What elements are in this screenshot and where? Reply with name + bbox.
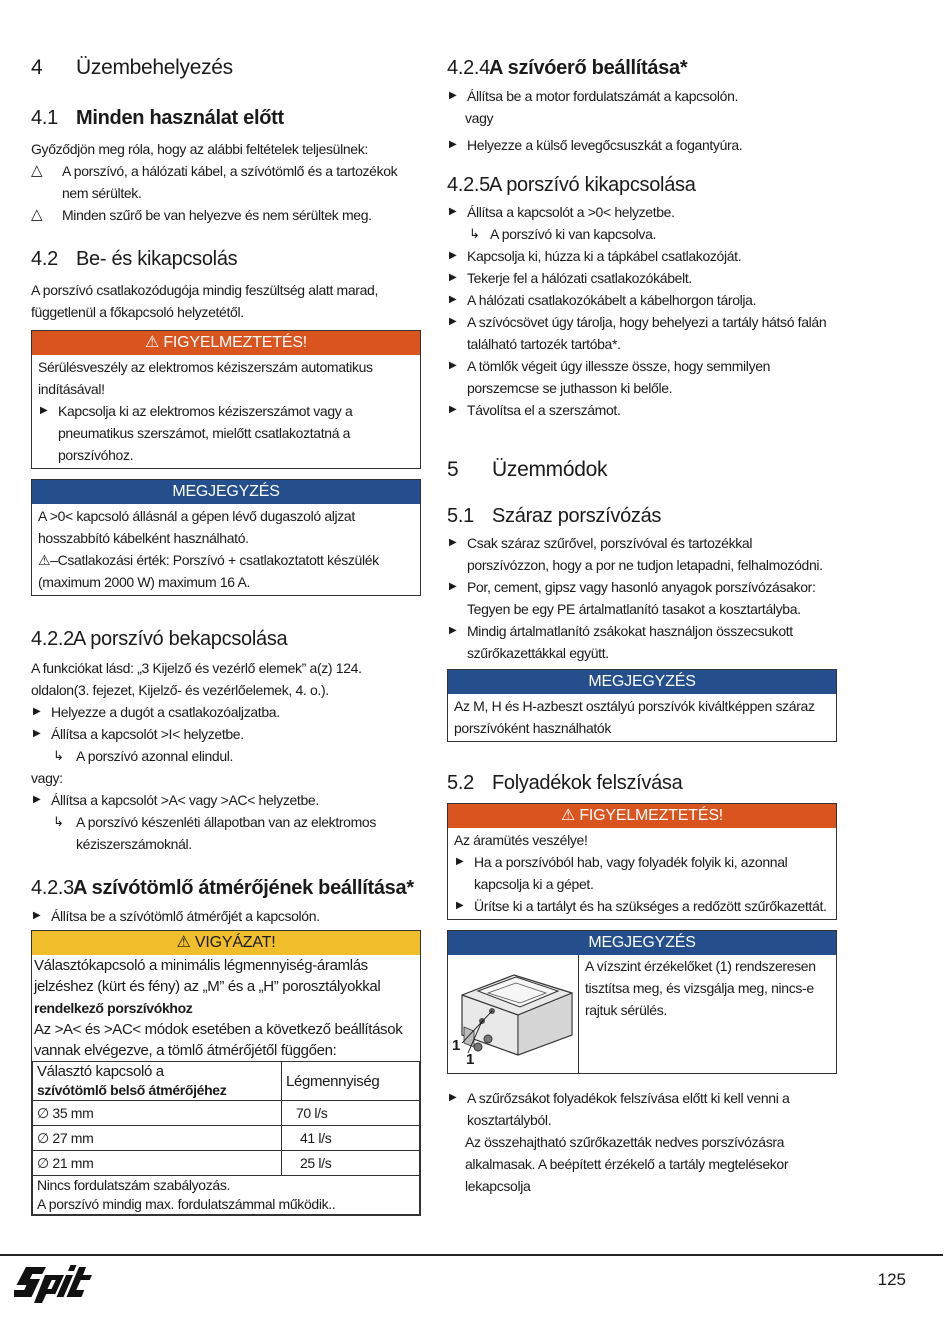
- note-box: MEGJEGYZÉS A >0< kapcsoló állásnál a gépen lévő dugaszoló aljzat hosszabbító kábelként használható. ⚠–Csatlakozási érték: Porszívó + csatlakoztatott készülék (maximum 2000 W) maximum 16 A.: [31, 479, 421, 596]
- arrow-bullet-icon: ▶: [449, 250, 457, 261]
- callout-label: 1: [452, 1037, 461, 1054]
- arrow-bullet-icon: ▶: [449, 360, 457, 371]
- airflow-table: [32, 1061, 420, 1215]
- section-heading-4-2-5: 4.2.5 A porszívó kikapcsolása: [447, 174, 696, 196]
- arrow-bullet-icon: ▶: [33, 910, 41, 921]
- arrow-bullet-icon: ▶: [449, 206, 457, 217]
- list-item: ▶ Helyezze a dugót a csatlakozóaljzatba.: [31, 701, 421, 723]
- table-header-row: Választó kapcsoló a szívótömlő belső átmérőjéhez Légmennyiség: [33, 1062, 420, 1101]
- arrow-bullet-icon: ▶: [33, 794, 41, 805]
- caution-box-header: ⚠ VIGYÁZAT!: [32, 931, 420, 955]
- section-heading-4-2-3: 4.2.3 A szívótömlő átmérőjének beállítása*: [31, 877, 414, 899]
- result-arrow-icon: ↳: [53, 814, 64, 829]
- list-item: △ Minden szűrő be van helyezve és nem sérültek meg.: [31, 204, 421, 226]
- arrow-bullet-icon: ▶: [449, 316, 457, 327]
- list-item: ▶ Állítsa a kapcsolót >A< vagy >AC< helyzetbe.: [31, 789, 421, 811]
- page-number: 125: [877, 1270, 906, 1289]
- list-item: ▶ Ha a porszívóból hab, vagy folyadék folyik ki, azonnal kapcsolja ki a gépet.: [454, 851, 830, 895]
- arrow-bullet-icon: ▶: [40, 405, 48, 416]
- table-row: ∅ 35 mm 70 l/s: [33, 1101, 420, 1126]
- result-arrow-icon: ↳: [469, 226, 480, 241]
- s41-intro: Győződjön meg róla, hogy az alábbi feltételek teljesülnek:: [31, 141, 368, 157]
- arrow-bullet-icon: ▶: [449, 294, 457, 305]
- arrow-bullet-icon: ▶: [449, 1092, 457, 1103]
- section-heading-5: 5 Üzemmódok: [447, 458, 608, 481]
- footer-divider: [0, 1254, 943, 1256]
- warning-box-header: ⚠ FIGYELMEZTETÉS!: [32, 331, 420, 355]
- list-item: ▶ Állítsa a kapcsolót >I< helyzetbe.: [31, 723, 421, 745]
- note-box-header: MEGJEGYZÉS: [32, 480, 420, 504]
- section-heading-4-2: 4.2 Be- és kikapcsolás: [31, 248, 238, 270]
- section-heading-4-1: 4.1 Minden használat előtt: [31, 107, 284, 129]
- note-box-header: MEGJEGYZÉS: [448, 670, 836, 694]
- triangle-icon: △: [31, 206, 43, 223]
- arrow-bullet-icon: ▶: [33, 706, 41, 717]
- list-item: ▶ Ürítse ki a tartályt és ha szükséges a redőzött szűrőkazettát.: [454, 895, 830, 917]
- warning-box: ⚠ FIGYELMEZTETÉS! Sérülésveszély az elektromos kéziszerszám automatikus indításával! ▶ Kapcsolja ki az elektromos kéziszerszámot vagy a pneumatikus szerszámot, mielőtt csatlakoztatná a porszívóhoz.: [31, 330, 421, 469]
- list-item: ▶ Csak száraz szűrővel, porszívóval és tartozékkal porszívózzon, hogy a por ne tudjon letapadni, felhalmozódni.: [447, 532, 837, 576]
- note-box: MEGJEGYZÉS 1 1 A vízszint érzékelőket (1) rendszeresen tisztítsa meg, és vizsgálja meg, nincs-e rajtuk sérülés.: [447, 930, 837, 1074]
- list-item: ▶ Por, cement, gipsz vagy hasonló anyagok porszívózásakor: Tegyen be egy PE ártalmatlanító tasakot a kosztartályba.: [447, 576, 837, 620]
- arrow-bullet-icon: ▶: [456, 856, 464, 867]
- sensor-illustration: [448, 955, 579, 1073]
- list-item: ▶ Kapcsolja ki az elektromos kéziszerszámot vagy a pneumatikus szerszámot, mielőtt csatlakoztatná a porszívóhoz.: [38, 400, 414, 466]
- s422-text: A funkciókat lásd: „3 Kijelző és vezérlő elemek” a(z) 124. oldalon(3. fejezet, Kijelző- és vezérlőelemek, 4. o.).: [31, 660, 362, 698]
- note-box: MEGJEGYZÉS Az M, H és H-azbeszt osztályú porszívók kiváltképpen száraz porszívóként használhatók: [447, 669, 837, 742]
- list-item: ▶ Állítsa be a motor fordulatszámát a kapcsolón.: [447, 85, 837, 107]
- callout-label: 1: [466, 1051, 475, 1068]
- arrow-bullet-icon: ▶: [449, 272, 457, 283]
- list-item: ▶ Mindig ártalmatlanító zsákokat használjon összecsukott szűrőkazettákkal együtt.: [447, 620, 837, 664]
- arrow-bullet-icon: ▶: [449, 581, 457, 592]
- right-column: 4.2.4 A szívóerő beállítása* ▶ Állítsa be a motor fordulatszámát a kapcsolón. vagy ▶ Helyezze a külső levegőcsuszkát a fogantyúra. 4.2.5 A porszívó kikapcsolása ▶ Állítsa a kapcsolót a >0< helyzetbe. ↳ A porszívó ki van kapcsolva. ▶ Kapcsolja ki, húzza ki a tápkábel csatlakozóját. ▶ Tekerje fel a hálózati csatlakozókábelt. ▶ A hálózati csatlakozókábelt a kábelhorgon tárolja. ▶ A szívócsövet úgy tárolja, hogy behelyezi a tartály hátsó falán található tartozék tartóba*. ▶ A tömlők végeit úgy illessze össze, hogy semmilyen porszemcse se juthasson ki belőle. ▶ Távolítsa el a szerszámot. 5 Üzemmódok 5.1 Száraz porszívózás ▶ Csak száraz szűrővel, porszívóval és tartozékkal porszívózzon, hogy a por ne tudjon letapadni, felhalmozódni. ▶ Por, cement, gipsz vagy hasonló anyagok porszívózásakor: Tegyen be egy PE ártalmatlanító tasakot a kosztartályba. ▶ Mindig ártalmatlanító zsákokat használjon összecsukott szűrőkazettákkal együtt. MEGJEGYZÉS Az M, H és H-azbeszt osztályú porszívók kiváltképpen száraz porszívóként használhatók 5.2 Folyadékok felszívása ⚠ FIGYELMEZTETÉS! Az áramütés veszélye! ▶ Ha a porszívóból hab, vagy folyadék folyik ki, azonnal kapcsolja ki a gépet. ▶ Ürítse ki a tartályt és ha szükséges a redőzött szűrőkazettát. MEGJEGYZÉS 1 1 A vízszint érzékelőket (1) rendszeresen tisztítsa meg, és vizsgálja meg, nincs-e rajtuk sérülés. ▶ A szűrőzsákot folyadékok felszívása előtt ki kell venni a kosztartályból. Az összehajtható szűrőkazetták nedves porszívózásra alkalmasak. A beépített érzékelő a tartály megtelésekor lekapcsolja: [447, 52, 837, 1197]
- list-item: ▶ Állítsa a kapcsolót a >0< helyzetbe.: [447, 201, 837, 223]
- section-heading-4: 4 Üzembehelyezés: [31, 56, 233, 79]
- list-item: ▶ Távolítsa el a szerszámot.: [447, 399, 837, 421]
- warning-box: ⚠ FIGYELMEZTETÉS! Az áramütés veszélye! ▶ Ha a porszívóból hab, vagy folyadék folyik ki, azonnal kapcsolja ki a gépet. ▶ Ürítse ki a tartályt és ha szükséges a redőzött szűrőkazettát.: [447, 803, 837, 920]
- result-item: ↳ A porszívó azonnal elindul.: [31, 745, 421, 767]
- arrow-bullet-icon: ▶: [449, 90, 457, 101]
- spit-logo: [14, 1259, 100, 1309]
- warning-box-header: ⚠ FIGYELMEZTETÉS!: [448, 804, 836, 828]
- s42-text: A porszívó csatlakozódugója mindig feszültség alatt marad, függetlenül a főkapcsoló helyzetétől.: [31, 282, 379, 320]
- list-item: ▶ A szívócsövet úgy tárolja, hogy behelyezi a tartály hátsó falán található tartozék tartóba*.: [447, 311, 837, 355]
- left-column: 4 Üzembehelyezés 4.1 Minden használat előtt Győződjön meg róla, hogy az alábbi feltételek teljesülnek: △ A porszívó, a hálózati kábel, a szívótömlő és a tartozékok nem sérültek. △ Minden szűrő be van helyezve és nem sérültek meg. 4.2 Be- és kikapcsolás A porszívó csatlakozódugója mindig feszültség alatt marad, függetlenül a főkapcsoló helyzetétől. ⚠ FIGYELMEZTETÉS! Sérülésveszély az elektromos kéziszerszám automatikus indításával! ▶ Kapcsolja ki az elektromos kéziszerszámot vagy a pneumatikus szerszámot, mielőtt csatlakoztatná a porszívóhoz. MEGJEGYZÉS A >0< kapcsoló állásnál a gépen lévő dugaszoló aljzat hosszabbító kábelként használható. ⚠–Csatlakozási érték: Porszívó + csatlakoztatott készülék (maximum 2000 W) maximum 16 A. 4.2.2 A porszívó bekapcsolása A funkciókat lásd: „3 Kijelző és vezérlő elemek” a(z) 124. oldalon(3. fejezet, Kijelző- és vezérlőelemek, 4. o.). ▶ Helyezze a dugót a csatlakozóaljzatba. ▶ Állítsa a kapcsolót >I< helyzetbe. ↳ A porszívó azonnal elindul. vagy: ▶ Állítsa a kapcsolót >A< vagy >AC< helyzetbe. ↳ A porszívó készenléti állapotban van az elektromos kéziszerszámoknál. 4.2.3 A szívótömlő átmérőjének beállítása* ▶ Állítsa be a szívótömlő átmérőjét a kapcsolón. ⚠ VIGYÁZAT! Választókapcsoló a minimális légmennyiség-áramlás jelzéshez (kürt és fény) az „M” és a „H” porosztályokkal rendelkező porszívókhoz Az >A< és >AC< módok esetében a következő beállítások vannak elvégezve, a tömlő átmérőjétől függően: Választó kapcsoló a szívótömlő belső átmérőjéhez Légmennyiség ∅ 35 mm 70 l/s ∅ 27 mm 41 l/s ∅ 21 mm 25 l/s Nincs fordulatszám szabályozás. A porszívó mindig max. fordulatszámmal működik..: [31, 52, 421, 1216]
- list-item: ▶ Kapcsolja ki, húzza ki a tápkábel csatlakozóját.: [447, 245, 837, 267]
- triangle-icon: △: [31, 162, 43, 179]
- list-item: ▶ A hálózati csatlakozókábelt a kábelhorgon tárolja.: [447, 289, 837, 311]
- note-box-header: MEGJEGYZÉS: [448, 931, 836, 955]
- arrow-bullet-icon: ▶: [449, 139, 457, 150]
- arrow-bullet-icon: ▶: [456, 900, 464, 911]
- table-row: ∅ 27 mm 41 l/s: [33, 1126, 420, 1151]
- table-row: ∅ 21 mm 25 l/s: [33, 1151, 420, 1176]
- list-item: △ A porszívó, a hálózati kábel, a szívótömlő és a tartozékok nem sérültek.: [31, 162, 398, 201]
- section-heading-5-2: 5.2 Folyadékok felszívása: [447, 772, 683, 794]
- result-item: ↳ A porszívó készenléti állapotban van az elektromos kéziszerszámoknál.: [31, 811, 421, 855]
- arrow-bullet-icon: ▶: [449, 625, 457, 636]
- list-item: ▶ Tekerje fel a hálózati csatlakozókábelt.: [447, 267, 837, 289]
- list-item: ▶ A szűrőzsákot folyadékok felszívása előtt ki kell venni a kosztartályból.: [447, 1087, 837, 1131]
- section-heading-4-2-4: 4.2.4 A szívóerő beállítása*: [447, 57, 688, 79]
- section-heading-5-1: 5.1 Száraz porszívózás: [447, 505, 662, 527]
- section-heading-4-2-2: 4.2.2 A porszívó bekapcsolása: [31, 628, 288, 650]
- list-item: ▶ Állítsa be a szívótömlő átmérőjét a kapcsolón.: [31, 905, 421, 927]
- s41-checklist: [31, 160, 421, 226]
- list-item: ▶ Helyezze a külső levegőcsuszkát a fogantyúra.: [447, 134, 837, 156]
- arrow-bullet-icon: ▶: [33, 728, 41, 739]
- arrow-bullet-icon: ▶: [449, 404, 457, 415]
- list-item: ▶ A tömlők végeit úgy illessze össze, hogy semmilyen porszemcse se juthasson ki belőle.: [447, 355, 837, 399]
- table-row: Nincs fordulatszám szabályozás. A porszívó mindig max. fordulatszámmal működik..: [33, 1176, 420, 1215]
- caution-box: ⚠ VIGYÁZAT! Választókapcsoló a minimális légmennyiség-áramlás jelzéshez (kürt és fény) az „M” és a „H” porosztályokkal rendelkező porszívókhoz Az >A< és >AC< módok esetében a következő beállítások vannak elvégezve, a tömlő átmérőjétől függően: Választó kapcsoló a szívótömlő belső átmérőjéhez Légmennyiség ∅ 35 mm 70 l/s ∅ 27 mm 41 l/s ∅ 21 mm 25 l/s Nincs fordulatszám szabályozás. A porszívó mindig max. fordulatszámmal működik..: [31, 930, 421, 1216]
- arrow-bullet-icon: ▶: [449, 537, 457, 548]
- result-arrow-icon: ↳: [53, 748, 64, 763]
- result-item: ↳ A porszívó ki van kapcsolva.: [447, 223, 837, 245]
